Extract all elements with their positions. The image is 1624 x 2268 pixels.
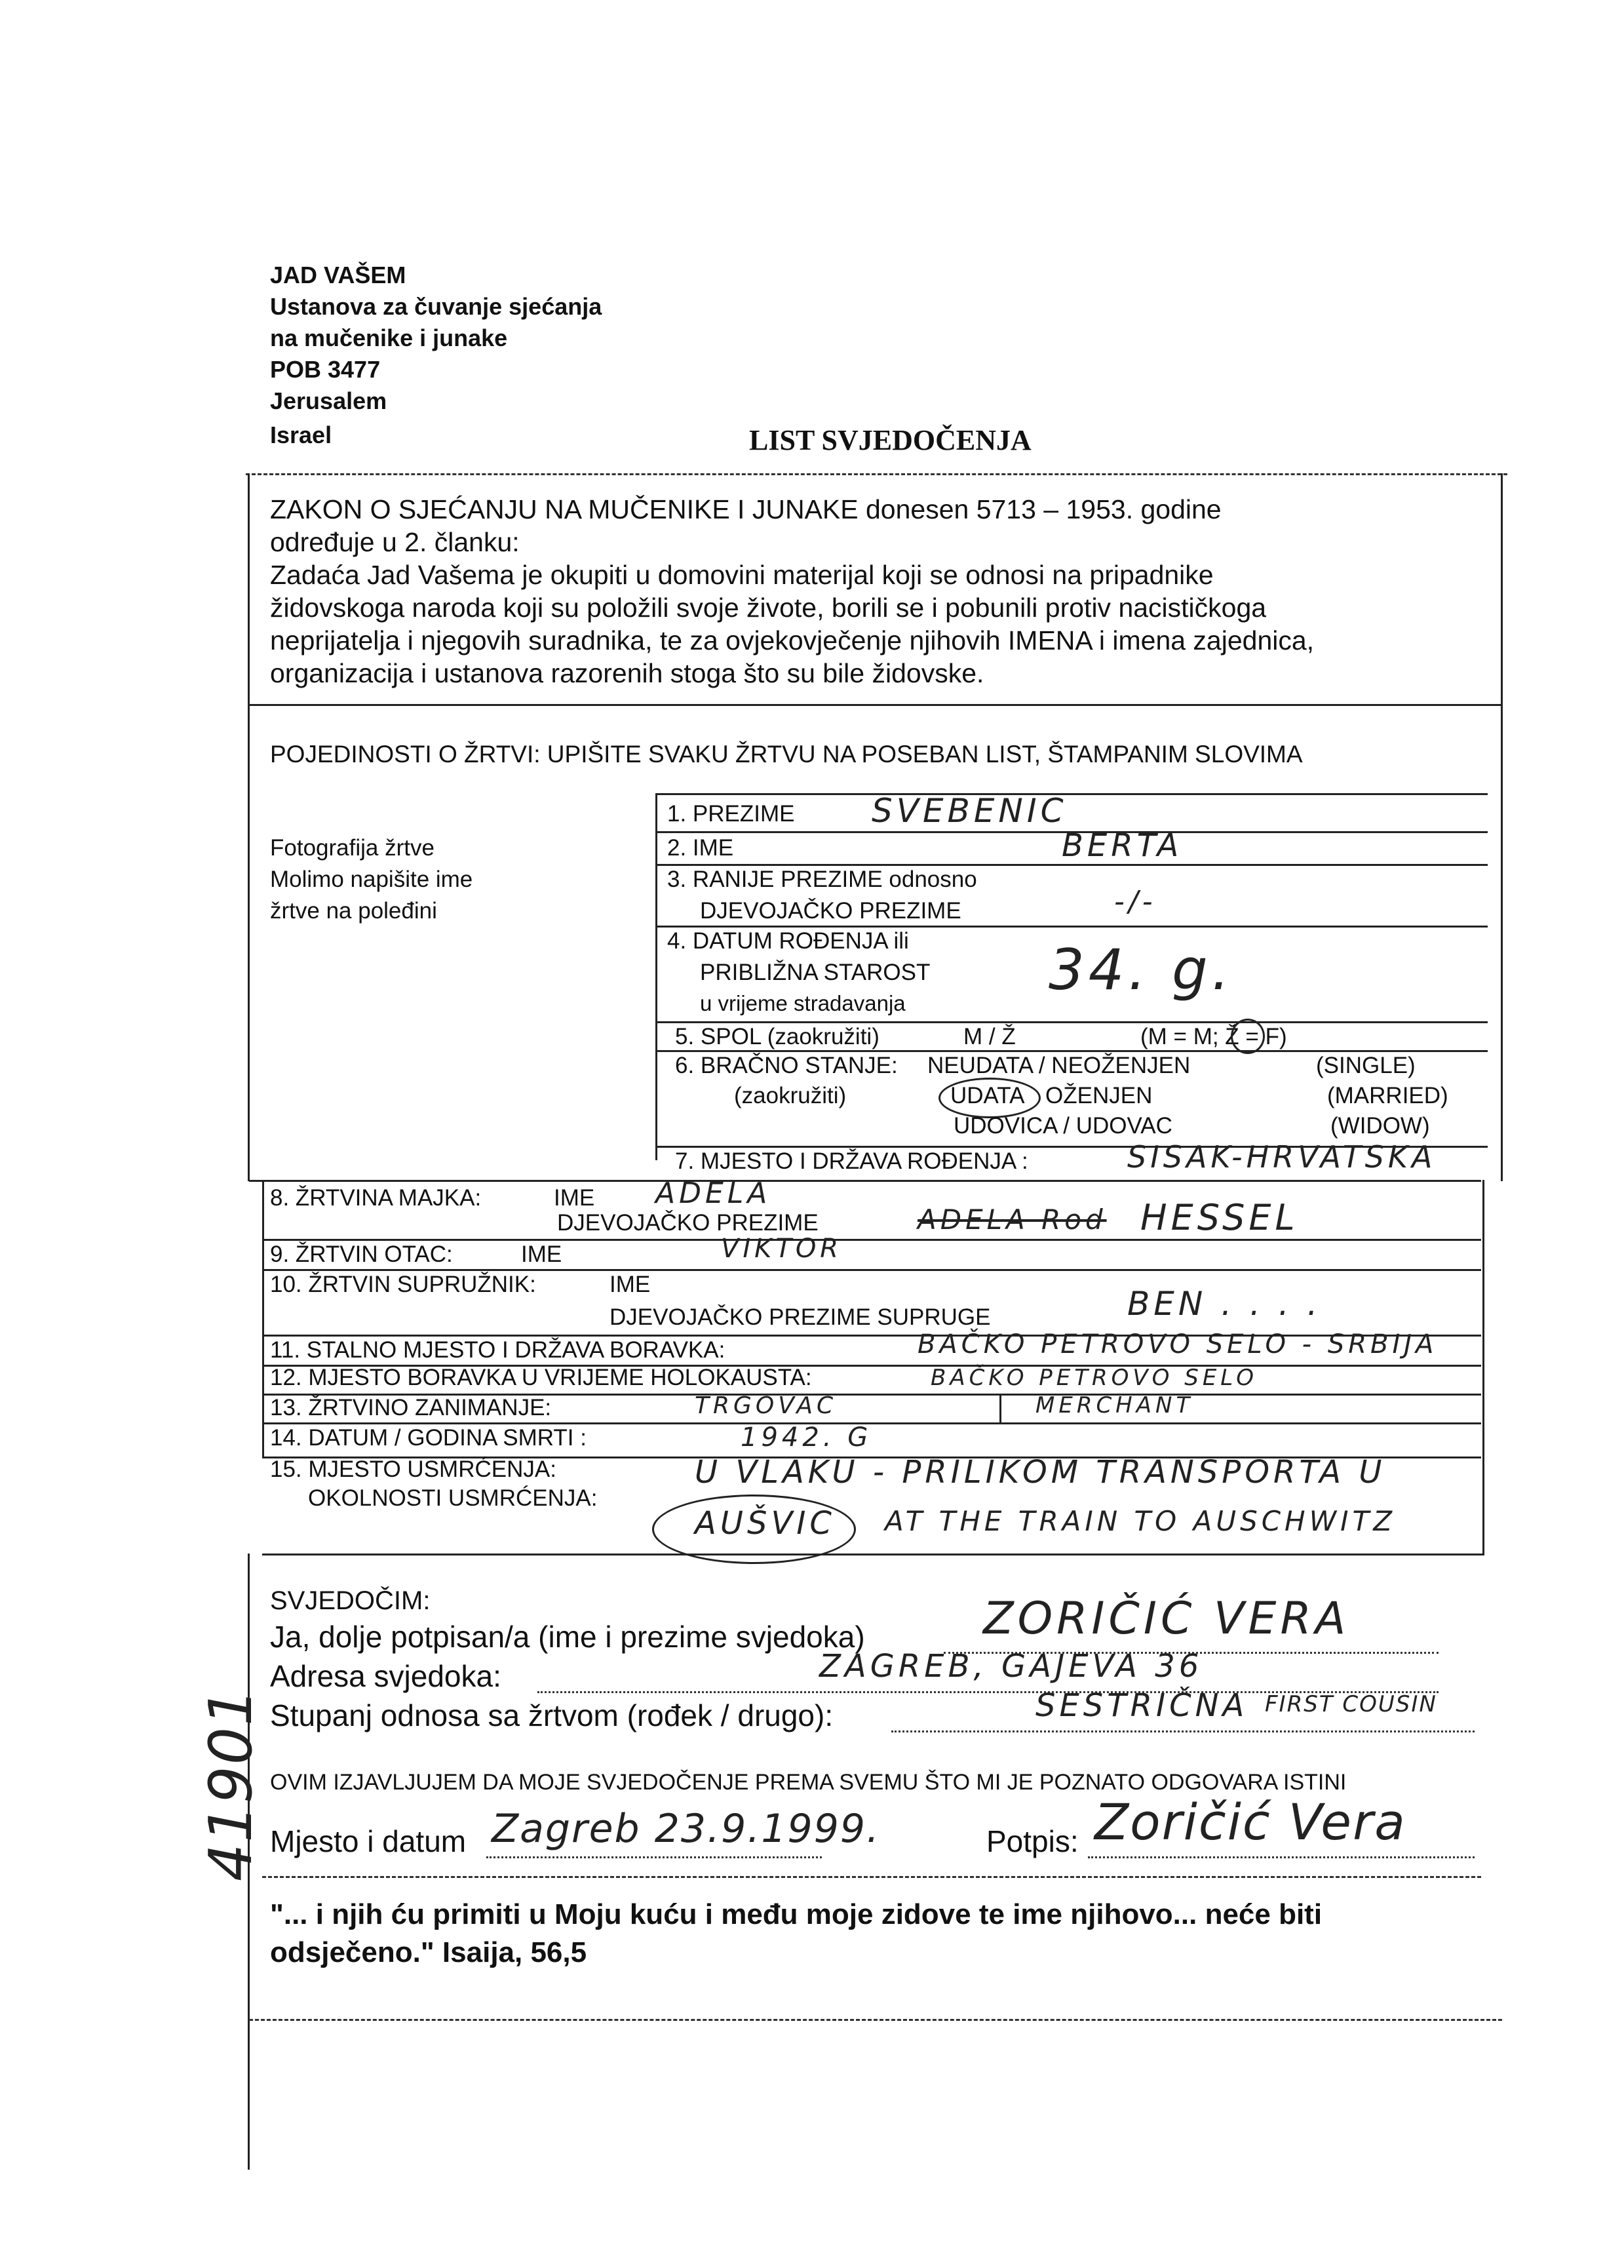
sex-selection-circle	[1231, 1019, 1265, 1054]
holocaust-residence-value: BAČKO PETROVO SELO	[931, 1365, 1258, 1391]
sex-legend: (M = M; Ž = F)	[1140, 1024, 1287, 1049]
first-name-value: BERTA	[1062, 827, 1183, 864]
death-circumstances-value: AT THE TRAIN TO AUSCHWITZ	[885, 1505, 1396, 1537]
form-right-border	[1482, 1180, 1484, 1554]
law-text	[270, 493, 1489, 690]
witness-relation-label: Stupanj odnosa sa žrtvom (rođek / drugo):	[270, 1698, 834, 1732]
declaration-text: OVIM IZJAVLJUJEM DA MOJE SVJEDOČENJE PREMA SVEMU ŠTO MI JE POZNATO ODGOVARA ISTINI	[270, 1770, 1347, 1795]
sex-options: M / Ž	[963, 1024, 1016, 1049]
mother-maiden-value: HESSEL	[1140, 1197, 1299, 1238]
mother-label: 8. ŽRTVINA MAJKA:	[270, 1185, 482, 1211]
divider	[262, 1876, 1481, 1878]
prev-surname-value: -/-	[1114, 885, 1157, 918]
place-date-value: Zagreb 23.9.1999.	[492, 1806, 881, 1852]
witness-relation-value: SESTRIČNA	[1035, 1687, 1248, 1724]
law-line: neprijatelja i njegovih suradnika, te za ovjekovječenje njihovih IMENA i imena zajednica,	[270, 625, 1315, 655]
signature-label: Potpis:	[986, 1824, 1079, 1858]
divider	[655, 793, 657, 1160]
spouse-name-label: IME	[609, 1272, 651, 1297]
divider	[249, 1180, 1481, 1182]
father-name-label: IME	[521, 1242, 562, 1267]
mother-maiden-struck: ADELA Rod	[918, 1203, 1107, 1236]
signature-value: Zoričić Vera	[1094, 1793, 1406, 1851]
marital-married-m: OŽENJEN	[1045, 1083, 1153, 1108]
mother-name-label: IME	[554, 1185, 595, 1211]
divider	[655, 926, 1488, 928]
institution-block	[270, 260, 602, 451]
father-label: 9. ŽRTVIN OTAC:	[270, 1242, 453, 1267]
marital-married-en: (MARRIED)	[1327, 1083, 1448, 1108]
witness-name-value: ZORIČIĆ VERA	[983, 1593, 1350, 1645]
witness-relation-value-en: FIRST COUSIN	[1265, 1691, 1437, 1717]
marital-status-label: 6. BRAČNO STANJE:	[675, 1053, 898, 1078]
law-line: određuje u 2. članku:	[270, 527, 520, 557]
maiden-name-label: DJEVOJAČKO PREZIME	[700, 898, 961, 924]
residence-label: 11. STALNO MJESTO I DRŽAVA BORAVKA:	[270, 1337, 725, 1363]
birthplace-value: SISAK-HRVATSKA	[1127, 1139, 1437, 1175]
org-line: Jerusalem	[270, 387, 387, 414]
marital-single-en: (SINGLE)	[1316, 1053, 1416, 1078]
age-at-death-label: u vrijeme stradavanja	[700, 991, 906, 1015]
quote-line: odsječeno." Isaija, 56,5	[270, 1936, 587, 1968]
photo-area	[270, 832, 473, 927]
death-place-value: U VLAKU - PRILIKOM TRANSPORTA U	[695, 1454, 1386, 1491]
org-line: Israel	[270, 421, 332, 448]
occupation-value: TRGOVAC	[695, 1392, 838, 1419]
divider	[655, 793, 1488, 795]
divider	[248, 704, 1501, 706]
residence-value: BAČKO PETROVO SELO - SRBIJA	[918, 1329, 1438, 1359]
first-name-label: 2. IME	[667, 835, 734, 861]
quote-line: "... i njih ću primiti u Moju kuću i među moje zidove te ime njihovo... neće biti	[270, 1898, 1323, 1930]
approx-age-label: PRIBLIŽNA STAROST	[700, 960, 931, 985]
circle-instruction: (zaokružiti)	[734, 1083, 847, 1108]
org-line: Ustanova za čuvanje sjećanja	[270, 293, 602, 320]
archive-number: 41901	[197, 1687, 265, 1881]
marital-widow-en: (WIDOW)	[1330, 1113, 1430, 1139]
holocaust-residence-label: 12. MJESTO BORAVKA U VRIJEME HOLOKAUSTA:	[270, 1365, 812, 1390]
org-line: JAD VAŠEM	[270, 262, 406, 288]
witness-address-label: Adresa svjedoka:	[270, 1659, 501, 1693]
spouse-label: 10. ŽRTVIN SUPRUŽNIK:	[270, 1272, 536, 1297]
law-line: ZAKON O SJEĆANJU NA MUČENIKE I JUNAKE donesen 5713 – 1953. godine	[270, 494, 1222, 524]
sex-label: 5. SPOL (zaokružiti)	[675, 1024, 880, 1049]
form-right-border	[1501, 473, 1503, 1181]
photo-line: Molimo napišite ime	[270, 867, 473, 892]
org-line: na mučenike i junake	[270, 324, 508, 351]
divider	[262, 1269, 1481, 1271]
footer-quote	[270, 1896, 1489, 1972]
witness-name-label: Ja, dolje potpisan/a (ime i prezime svjedoka)	[270, 1620, 865, 1654]
divider	[246, 473, 1507, 475]
page-title: LIST SVJEDOČENJA	[749, 424, 1032, 456]
law-line: židovskoga naroda koji su položili svoje živote, borili se i pobunili protiv nacističkoga	[270, 593, 1267, 623]
death-place-value-2: AUŠVIC	[695, 1505, 836, 1542]
marital-single: NEUDATA / NEOŽENJEN	[927, 1053, 1191, 1078]
law-line: Zadaća Jad Vašema je okupiti u domovini materijal koji se odnosi na pripadnike	[270, 560, 1214, 590]
divider	[999, 1394, 1001, 1422]
mother-maiden-label: DJEVOJAČKO PREZIME	[557, 1210, 819, 1236]
marital-selection-circle	[938, 1078, 1041, 1118]
spouse-value: BEN . . . .	[1127, 1285, 1322, 1323]
spouse-maiden-label: DJEVOJAČKO PREZIME SUPRUGE	[609, 1304, 991, 1330]
divider	[655, 864, 1488, 866]
divider	[262, 1554, 1484, 1555]
age-value: 34. g.	[1049, 937, 1234, 1003]
birthplace-label: 7. MJESTO I DRŽAVA ROĐENJA :	[675, 1148, 1028, 1174]
photo-line: Fotografija žrtve	[270, 835, 435, 861]
death-date-value: 1942. G	[741, 1422, 872, 1453]
law-line: organizacija i ustanova razorenih stoga što su bile židovske.	[270, 658, 984, 688]
marital-married-f: UDATA	[950, 1083, 1025, 1108]
death-place-label: 15. MJESTO USMRĆENJA:	[270, 1457, 556, 1482]
prev-surname-label: 3. RANIJE PREZIME odnosno	[667, 867, 977, 892]
father-name-value: VIKTOR	[721, 1234, 843, 1264]
form-left-border	[248, 473, 250, 1181]
mother-name-value: ADELA	[655, 1177, 771, 1210]
occupation-value-en: MERCHANT	[1035, 1392, 1194, 1418]
occupation-label: 13. ŽRTVINO ZANIMANJE:	[270, 1395, 552, 1420]
witness-heading: SVJEDOČIM:	[270, 1586, 431, 1615]
birthdate-label: 4. DATUM ROĐENJA ili	[667, 928, 909, 954]
death-date-label: 14. DATUM / GODINA SMRTI :	[270, 1425, 587, 1451]
photo-line: žrtve na poleđini	[270, 898, 437, 924]
org-line: POB 3477	[270, 356, 381, 383]
divider	[262, 1239, 1481, 1241]
divider	[262, 1180, 264, 1458]
surname-value: SVEBENIC	[872, 792, 1068, 830]
place-date-label: Mjesto i datum	[270, 1824, 467, 1858]
divider	[655, 1050, 1488, 1052]
divider	[655, 1021, 1488, 1023]
death-circumstances-label: OKOLNOSTI USMRĆENJA:	[308, 1485, 598, 1511]
marital-widow: UDOVICA / UDOVAC	[954, 1113, 1172, 1139]
witness-address-value: ZAGREB, GAJEVA 36	[819, 1648, 1203, 1685]
victim-instruction: POJEDINOSTI O ŽRTVI: UPIŠITE SVAKU ŽRTVU NA POSEBAN LIST, ŠTAMPANIM SLOVIMA	[270, 741, 1303, 768]
divider	[249, 2019, 1502, 2021]
surname-label: 1. PREZIME	[667, 801, 795, 827]
